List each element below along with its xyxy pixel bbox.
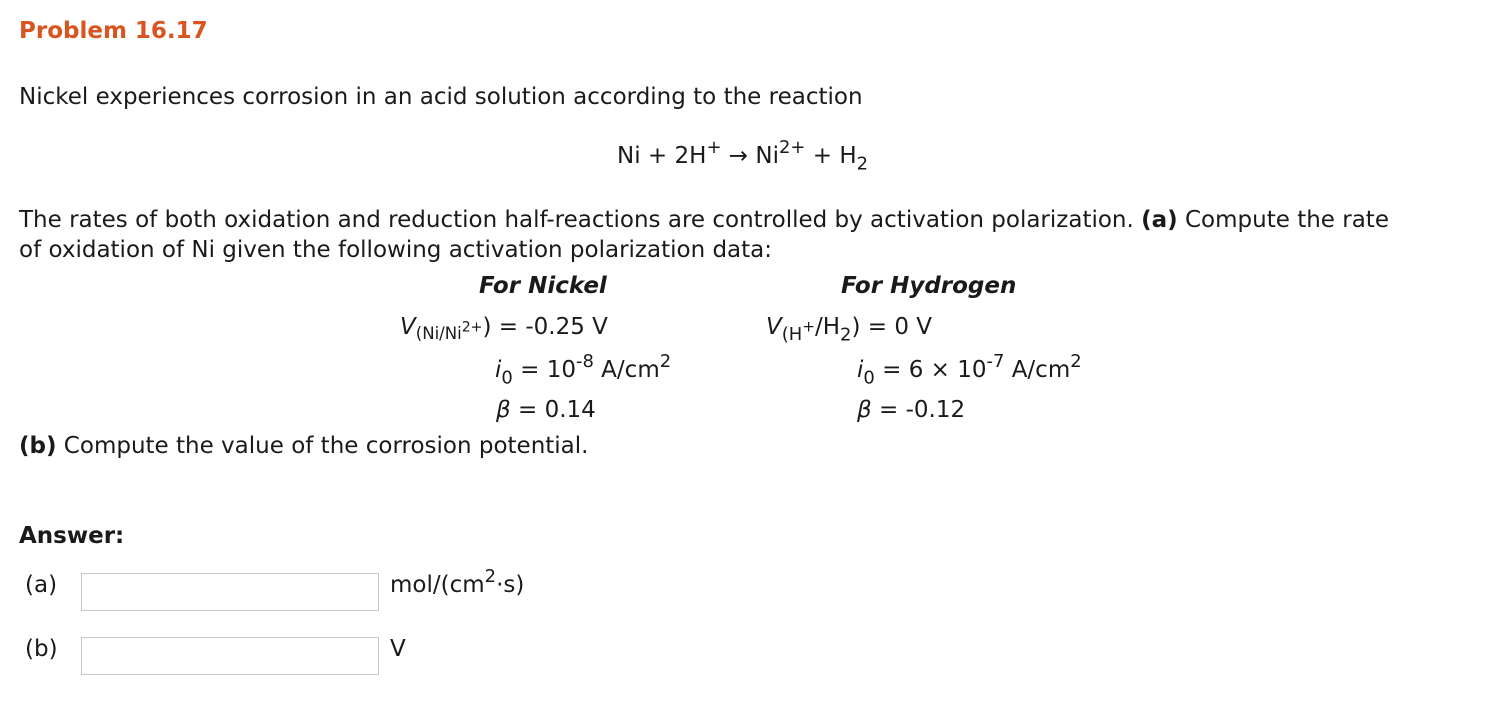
answer-a-unit-pre: mol/(cm bbox=[390, 572, 485, 598]
part-b-question bbox=[19, 433, 588, 459]
answer-a-input[interactable] bbox=[81, 573, 379, 611]
nickel-beta bbox=[496, 397, 596, 423]
hydrogen-i-subscript: 0 bbox=[863, 367, 875, 389]
nickel-i-unit-exp: 2 bbox=[659, 351, 672, 373]
hydrogen-i-exponent: -7 bbox=[986, 351, 1005, 373]
nickel-header: For Nickel bbox=[479, 273, 607, 299]
hydrogen-v-mid: /H bbox=[815, 314, 841, 340]
hydrogen-i-unit: A/cm bbox=[1004, 357, 1071, 383]
hydrogen-v-value: = 0 V bbox=[860, 314, 933, 340]
hydrogen-i-base: = 6 × 10 bbox=[874, 357, 987, 383]
hydrogen-header: For Hydrogen bbox=[841, 273, 1017, 299]
para-text-rate: Compute the rate bbox=[1177, 207, 1389, 233]
nickel-exchange-current bbox=[495, 351, 672, 389]
nickel-v-subscript bbox=[415, 319, 483, 343]
hydrogen-v-sub-pre: (H bbox=[781, 324, 803, 346]
answer-a-label: (a) bbox=[25, 572, 58, 598]
nickel-i-subscript: 0 bbox=[501, 367, 513, 389]
hydrogen-i-unit-exp: 2 bbox=[1070, 351, 1082, 373]
eq-plus-2h: + 2H bbox=[640, 143, 707, 169]
nickel-i-symbol: i bbox=[495, 357, 502, 383]
hydrogen-v-h2-sub: 2 bbox=[840, 324, 852, 346]
eq-ni2: Ni bbox=[755, 143, 779, 169]
nickel-beta-value: = 0.14 bbox=[510, 397, 596, 423]
hydrogen-i-symbol: i bbox=[857, 357, 864, 383]
answer-a-unit bbox=[390, 566, 525, 598]
hydrogen-beta bbox=[857, 397, 965, 423]
nickel-v-sub-charge: 2+ bbox=[461, 319, 483, 336]
problem-paragraph-line1 bbox=[19, 207, 1389, 233]
eq-ni: Ni bbox=[617, 143, 641, 169]
eq-ni2-charge: 2+ bbox=[778, 137, 806, 159]
nickel-v-sub-pre: (Ni/Ni bbox=[415, 323, 462, 343]
hydrogen-exchange-current bbox=[857, 351, 1082, 389]
eq-plus-h: + H bbox=[805, 143, 857, 169]
nickel-i-exponent: -8 bbox=[575, 351, 594, 373]
eq-hplus-charge: + bbox=[706, 137, 722, 159]
hydrogen-v-symbol: V bbox=[766, 314, 782, 340]
para-text: The rates of both oxidation and reduction half-reactions are controlled by activation polarization. bbox=[19, 207, 1142, 233]
nickel-potential bbox=[400, 314, 608, 343]
eq-arrow: → bbox=[721, 143, 756, 169]
hydrogen-v-subscript bbox=[781, 317, 815, 346]
part-a-marker: (a) bbox=[1141, 207, 1178, 233]
hydrogen-v-close: ) bbox=[851, 314, 861, 340]
answer-a-unit-post: ·s) bbox=[496, 572, 525, 598]
reaction-equation bbox=[617, 137, 869, 175]
nickel-i-base: = 10 bbox=[512, 357, 576, 383]
intro-text: Nickel experiences corrosion in an acid solution according to the reaction bbox=[19, 84, 863, 110]
hydrogen-beta-value: = -0.12 bbox=[871, 397, 966, 423]
nickel-v-close: ) bbox=[482, 314, 492, 340]
hydrogen-beta-symbol: β bbox=[857, 397, 872, 423]
nickel-v-symbol: V bbox=[400, 314, 416, 340]
answer-b-unit: V bbox=[390, 636, 406, 662]
answer-label: Answer: bbox=[19, 523, 125, 549]
answer-b-input[interactable] bbox=[81, 637, 379, 675]
part-b-marker: (b) bbox=[19, 433, 57, 459]
eq-h2-subscript: 2 bbox=[856, 153, 869, 175]
answer-a-unit-exp: 2 bbox=[484, 566, 497, 588]
nickel-v-value: = -0.25 V bbox=[491, 314, 608, 340]
hydrogen-v-sub-charge: + bbox=[802, 317, 815, 336]
problem-title: Problem 16.17 bbox=[19, 18, 208, 44]
answer-b-label: (b) bbox=[25, 636, 58, 662]
nickel-beta-symbol: β bbox=[496, 397, 511, 423]
hydrogen-potential bbox=[766, 314, 933, 346]
problem-paragraph-line2: of oxidation of Ni given the following activation polarization data: bbox=[19, 237, 773, 263]
part-b-text: Compute the value of the corrosion potential. bbox=[56, 433, 589, 459]
nickel-i-unit: A/cm bbox=[593, 357, 660, 383]
